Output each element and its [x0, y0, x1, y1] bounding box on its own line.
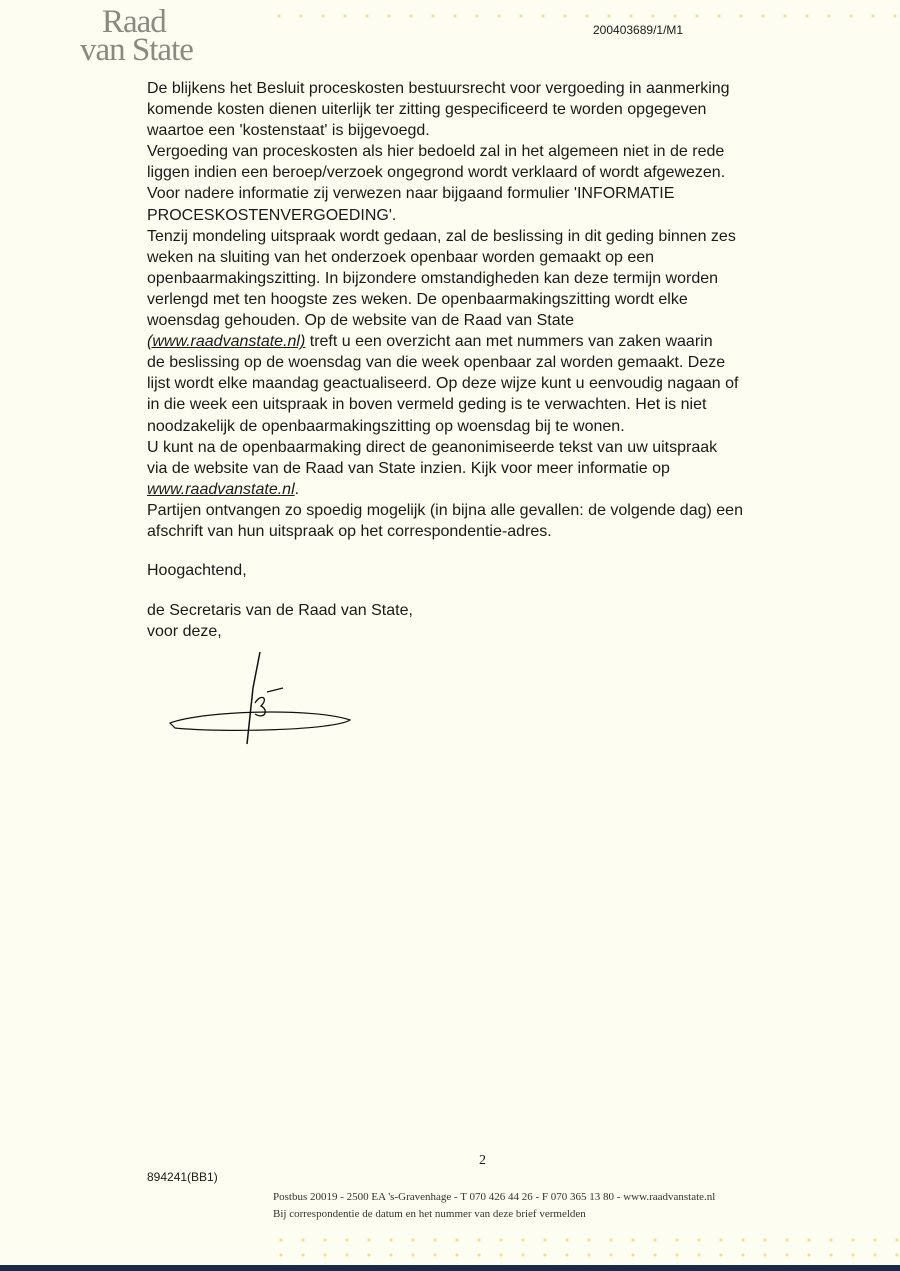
body-line-text: U kunt na de openbaarmaking direct de geanonimiseerde tekst van uw uitspraak	[147, 438, 718, 456]
body-line	[147, 479, 743, 500]
body-line-text: woensdag gehouden. Op de website van de Raad van State	[147, 312, 574, 330]
body-line	[147, 99, 743, 120]
body-line	[147, 226, 743, 247]
body-line	[147, 331, 743, 352]
body-line	[147, 394, 743, 415]
body-line	[147, 205, 743, 226]
body-line-text: de beslissing op de woensdag van die week openbaar zal worden gemaakt. Deze	[147, 354, 726, 372]
body-line	[147, 437, 743, 458]
letter-body	[147, 78, 743, 542]
body-line	[147, 500, 743, 521]
website-link[interactable]: (www.raadvanstate.nl)	[147, 333, 306, 351]
form-code: 894241(BB1)	[147, 1170, 218, 1184]
footer-address: Postbus 20019 - 2500 EA 's-Gravenhage - T 070 426 44 26 - F 070 365 13 80 - www.raadvanstate.nl	[273, 1191, 716, 1203]
body-line-text: treft u een overzicht aan met nummers van zaken waarin	[305, 333, 713, 351]
body-line	[147, 183, 743, 204]
decorative-dots-bottom-1	[270, 1238, 900, 1242]
body-line-text: De blijkens het Besluit proceskosten bestuursrecht voor vergoeding in aanmerking	[147, 80, 730, 97]
body-line	[147, 120, 743, 141]
signatory-line-2: voor deze,	[147, 623, 222, 640]
decorative-dots-top	[268, 14, 900, 18]
body-line	[147, 141, 743, 162]
signatory-line-1: de Secretaris van de Raad van State,	[147, 602, 413, 619]
body-line	[147, 521, 743, 542]
body-line	[147, 247, 743, 268]
body-line-text: verlengd met ten hoogste zes weken. De openbaarmakingszitting wordt elke	[147, 290, 688, 308]
body-line-text: openbaarmakingszitting. In bijzondere omstandigheden kan deze termijn worden	[147, 269, 719, 287]
body-line-text: afschrift van hun uitspraak op het correspondentie-adres.	[147, 522, 552, 540]
decorative-dots-bottom-2	[270, 1253, 900, 1257]
page-number: 2	[479, 1153, 486, 1168]
bottom-edge-bar	[0, 1265, 900, 1271]
body-line-text: Voor nadere informatie zij verwezen naar bijgaand formulier 'INFORMATIE	[147, 185, 675, 203]
website-link[interactable]: www.raadvanstate.nl	[147, 480, 295, 498]
body-line-text: Tenzij mondeling uitspraak wordt gedaan, zal de beslissing in dit geding binnen zes	[147, 227, 736, 245]
body-line	[147, 458, 743, 479]
body-line	[147, 78, 743, 99]
body-line	[147, 289, 743, 310]
body-line-text: waartoe een 'kostenstaat' is bijgevoegd.	[147, 122, 430, 140]
body-line-text: via de website van de Raad van State inzien. Kijk voor meer informatie op	[147, 459, 670, 477]
body-line-text: weken na sluiting van het onderzoek openbaar worden gemaakt op een	[147, 248, 655, 266]
raad-van-state-logo	[80, 4, 193, 68]
body-line-text: komende kosten dienen uiterlijk ter zitting gespecificeerd te worden opgegeven	[147, 101, 707, 119]
body-line-text: in die week een uitspraak in boven vermeld geding is te verwachten. Het is niet	[147, 396, 707, 414]
body-line	[147, 373, 743, 394]
body-line-text: PROCESKOSTENVERGOEDING'.	[147, 206, 397, 224]
body-line-text: lijst wordt elke maandag geactualiseerd. Op deze wijze kunt u eenvoudig nagaan of	[147, 375, 739, 393]
body-line	[147, 310, 743, 331]
body-line-text: liggen indien een beroep/verzoek ongegrond wordt verklaard of wordt afgewezen.	[147, 164, 726, 182]
greeting: Hoogachtend,	[147, 562, 247, 579]
body-line	[147, 352, 743, 373]
body-line-text: .	[294, 480, 300, 498]
footer-note: Bij correspondentie de datum en het nummer van deze brief vermelden	[273, 1208, 586, 1220]
body-line	[147, 416, 743, 437]
body-line-text: Vergoeding van proceskosten als hier bedoeld zal in het algemeen niet in de rede	[147, 143, 725, 161]
signature	[165, 648, 365, 748]
body-line	[147, 162, 743, 183]
body-line	[147, 268, 743, 289]
body-line-text: noodzakelijk de openbaarmakingszitting op woensdag bij te wonen.	[147, 417, 625, 435]
reference-number: 200403689/1/M1	[593, 23, 684, 37]
body-line-text: Partijen ontvangen zo spoedig mogelijk (in bijna alle gevallen: de volgende dag) een	[147, 501, 743, 519]
logo-line-1: Raad	[102, 4, 166, 40]
logo-line-2: van State	[80, 32, 193, 68]
